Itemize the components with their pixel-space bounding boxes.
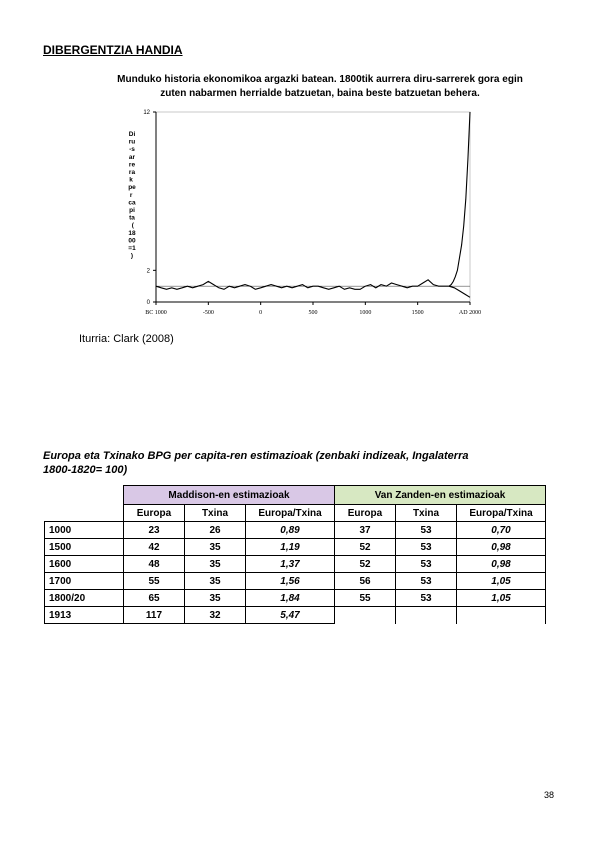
x-tick-label: BC 1000 (145, 310, 167, 316)
table-cell: 0,98 (457, 556, 546, 573)
table-cell: 1,19 (246, 539, 335, 556)
table-cell (457, 607, 546, 624)
chart-axes (156, 112, 470, 302)
col-header-ratio: Europa/Txina (457, 505, 546, 522)
table-cell: 53 (396, 522, 457, 539)
x-tick-label: AD 2000 (458, 310, 482, 316)
gdp-estimates-table (44, 485, 546, 624)
table-cell: 1,05 (457, 573, 546, 590)
table-cell: 1,56 (246, 573, 335, 590)
blank-corner (45, 486, 124, 505)
x-tick-label: 500 (308, 310, 318, 316)
series-line-0 (156, 112, 470, 289)
table-cell: 42 (124, 539, 185, 556)
table-sub-header-row (45, 505, 546, 522)
col-header-txina: Txina (185, 505, 246, 522)
table-cell: 53 (396, 573, 457, 590)
x-tick-label: 1500 (411, 310, 424, 316)
row-label: 1000 (45, 522, 124, 539)
y-tick-label: 12 (143, 110, 150, 116)
table-cell: 35 (185, 556, 246, 573)
series-lines (156, 112, 470, 297)
table-group-header-row (45, 486, 546, 505)
x-tick-label: 1000 (359, 310, 372, 316)
y-tick-label: 2 (146, 268, 150, 275)
row-label: 1700 (45, 573, 124, 590)
table-cell: 35 (185, 573, 246, 590)
table-cell: 0,89 (246, 522, 335, 539)
table-cell (396, 607, 457, 624)
income-history-chart (108, 100, 488, 325)
col-header-txina: Txina (396, 505, 457, 522)
table-cell: 1,84 (246, 590, 335, 607)
table-cell: 5,47 (246, 607, 335, 624)
table-cell: 56 (335, 573, 396, 590)
table-cell: 52 (335, 539, 396, 556)
table-cell: 0,98 (457, 539, 546, 556)
col-header-europa: Europa (124, 505, 185, 522)
table-cell: 26 (185, 522, 246, 539)
caption-line-1: Munduko historia ekonomikoa argazki batean. 1800tik aurrera diru-sarrerek gora egin (117, 74, 523, 85)
table-title-line-1: Europa eta Txinako BPG per capita-ren estimazioak (zenbaki indizeak, Ingalaterra (43, 450, 469, 462)
y-ticks (143, 110, 156, 306)
table-cell: 37 (335, 522, 396, 539)
table-row (45, 539, 546, 556)
table-cell: 65 (124, 590, 185, 607)
chart-caption (60, 73, 580, 101)
row-label: 1800/20 (45, 590, 124, 607)
plot-frame (156, 112, 470, 302)
table-cell: 117 (124, 607, 185, 624)
table-cell: 48 (124, 556, 185, 573)
row-label: 1913 (45, 607, 124, 624)
table-cell: 0,70 (457, 522, 546, 539)
table-cell: 32 (185, 607, 246, 624)
table-row (45, 556, 546, 573)
table-cell: 55 (335, 590, 396, 607)
y-axis-label (128, 131, 136, 260)
table-cell: 35 (185, 539, 246, 556)
table-cell: 23 (124, 522, 185, 539)
table-row (45, 590, 546, 607)
x-tick-label: -500 (202, 310, 214, 316)
col-header-europa: Europa (335, 505, 396, 522)
blank-corner-2 (45, 505, 124, 522)
x-ticks (145, 302, 481, 316)
table-cell: 55 (124, 573, 185, 590)
table-cell: 53 (396, 539, 457, 556)
col-header-ratio: Europa/Txina (246, 505, 335, 522)
table-cell (335, 607, 396, 624)
table-row (45, 522, 546, 539)
page-number: 38 (544, 790, 555, 800)
table-cell: 1,05 (457, 590, 546, 607)
vanzanden-header: Van Zanden-en estimazioak (335, 486, 546, 505)
table-title (43, 449, 543, 477)
caption-line-2: zuten nabarmen herrialde batzuetan, baina beste batzuetan behera. (160, 88, 480, 99)
table-row (45, 607, 546, 624)
table-cell: 53 (396, 590, 457, 607)
table-cell: 35 (185, 590, 246, 607)
row-label: 1600 (45, 556, 124, 573)
table-title-line-2: 1800-1820= 100) (43, 464, 128, 476)
y-tick-label: 0 (146, 300, 150, 306)
x-tick-label: 0 (259, 310, 263, 316)
series-line-1 (449, 286, 470, 297)
table-cell: 1,37 (246, 556, 335, 573)
table-cell: 53 (396, 556, 457, 573)
row-label: 1500 (45, 539, 124, 556)
maddison-header: Maddison-en estimazioak (124, 486, 335, 505)
section-heading: DIBERGENTZIA HANDIA (43, 43, 183, 57)
table-row (45, 573, 546, 590)
table-cell: 52 (335, 556, 396, 573)
source-note: Iturria: Clark (2008) (79, 333, 174, 345)
y-axis-label-text: Di ru -s ar re ra k pe r ca pi ta ( 18 00 =1 ) (128, 131, 136, 260)
